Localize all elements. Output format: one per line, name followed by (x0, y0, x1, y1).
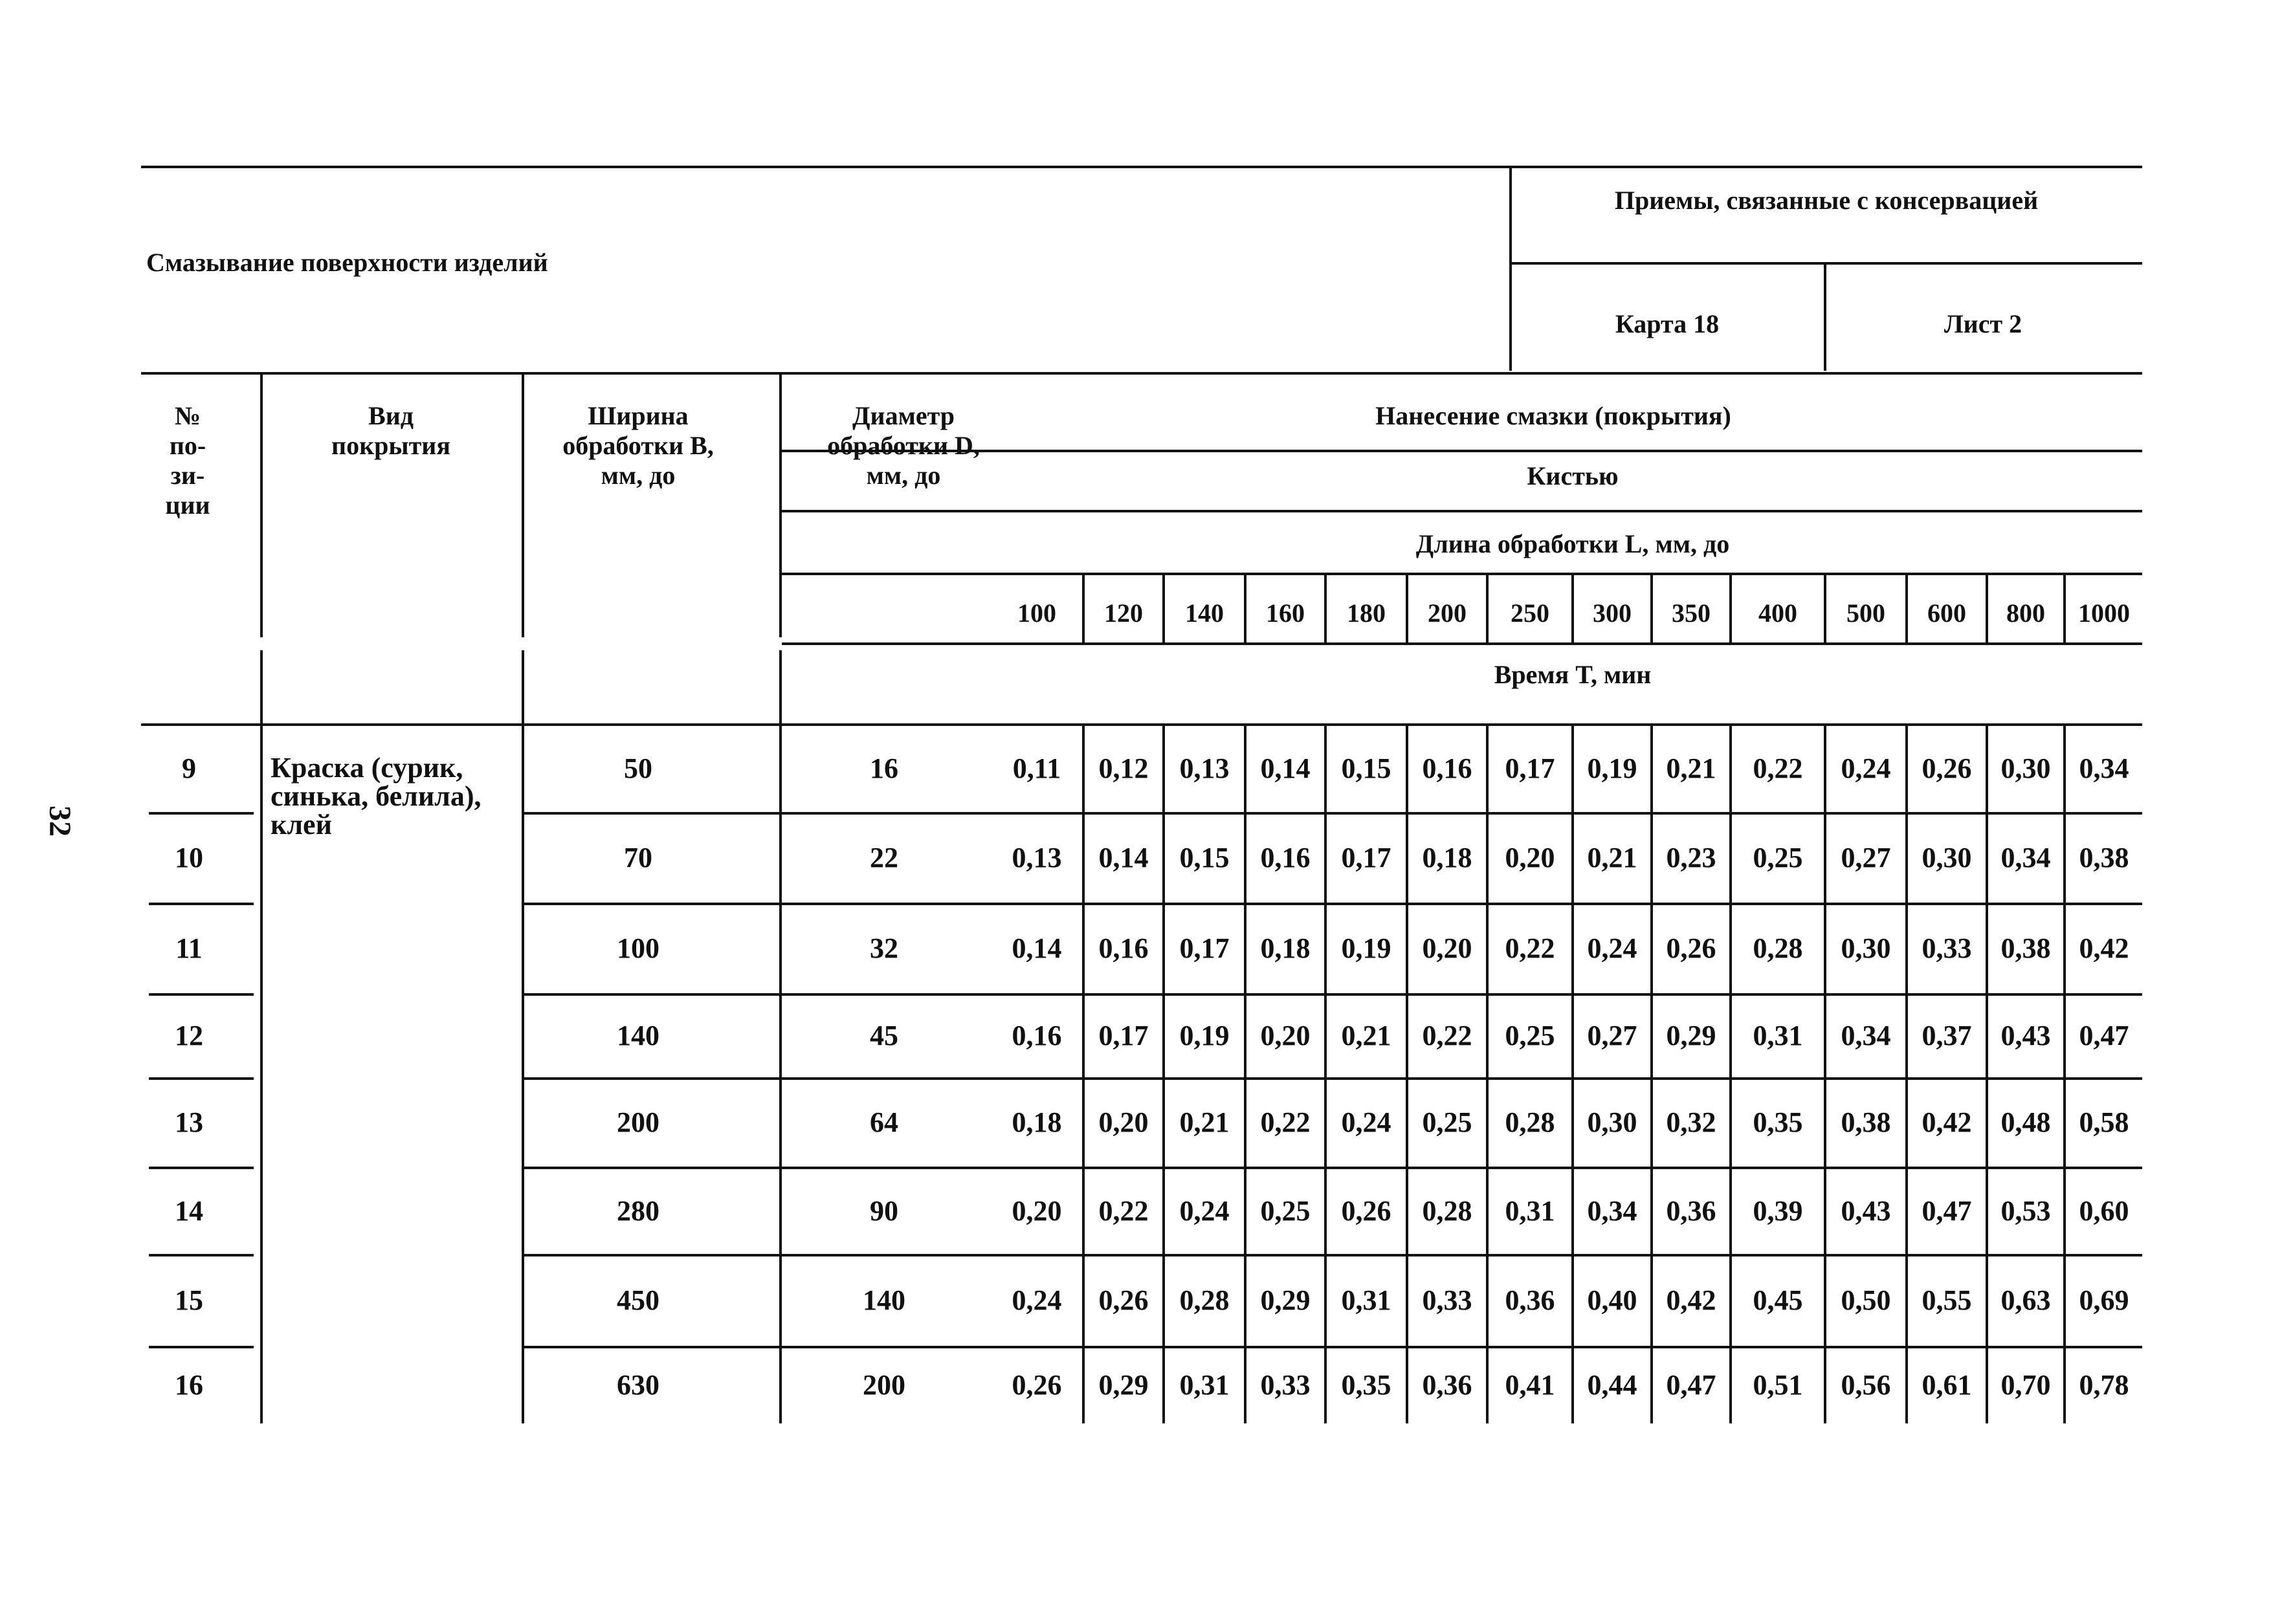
time-value: 0,17 (1505, 752, 1555, 784)
length-col-rule (1244, 723, 1246, 1423)
coating-type: Краска (сурик, (271, 752, 463, 784)
time-value: 0,35 (1753, 1106, 1803, 1138)
time-value: 0,23 (1666, 842, 1716, 873)
row-rule (149, 1254, 254, 1256)
time-value: 0,43 (1841, 1195, 1891, 1227)
time-value: 0,24 (1841, 752, 1891, 784)
length-col-rule (1905, 573, 1908, 644)
time-value: 0,33 (1422, 1284, 1472, 1316)
length-col-rule (1244, 573, 1246, 644)
time-value: 0,18 (1260, 932, 1311, 964)
time-value: 0,17 (1179, 932, 1230, 964)
diameter-header: Диаметр (852, 401, 955, 430)
length-value: 250 (1511, 598, 1549, 628)
length-values-rule (782, 642, 2142, 645)
time-value: 0,38 (1841, 1106, 1891, 1138)
time-value: 0,42 (1922, 1106, 1972, 1138)
diameter-header: обработки D, (827, 431, 980, 460)
time-value: 0,28 (1422, 1195, 1472, 1227)
time-value: 0,78 (2079, 1369, 2129, 1401)
length-col-rule (1486, 723, 1489, 1423)
length-header: Длина обработки L, мм, до (1415, 529, 1730, 558)
length-col-rule (2063, 723, 2066, 1423)
time-value: 0,25 (1260, 1195, 1311, 1227)
width-value: 630 (617, 1369, 659, 1401)
time-value: 0,29 (1260, 1284, 1311, 1316)
position-header: ции (165, 490, 210, 520)
time-value: 0,34 (1587, 1195, 1637, 1227)
time-value: 0,22 (1505, 932, 1555, 964)
time-value: 0,16 (1422, 752, 1472, 784)
time-value: 0,26 (1666, 932, 1716, 964)
application-header: Нанесение смазки (покрытия) (1375, 401, 1731, 430)
time-value: 0,15 (1179, 842, 1230, 873)
length-col-rule (1486, 573, 1489, 644)
time-value: 0,15 (1341, 752, 1391, 784)
length-col-rule (1650, 723, 1653, 1423)
time-value: 0,22 (1098, 1195, 1149, 1227)
position-number: 16 (175, 1369, 203, 1401)
length-col-rule (1729, 573, 1732, 644)
row-rule (522, 993, 2142, 996)
time-value: 0,25 (1753, 842, 1803, 873)
width-header: мм, до (601, 461, 676, 490)
length-value: 200 (1428, 598, 1467, 628)
row-rule (522, 1254, 2142, 1256)
length-col-rule (1406, 723, 1408, 1423)
time-value: 0,25 (1422, 1106, 1472, 1138)
time-value: 0,22 (1422, 1020, 1472, 1051)
diameter-value: 200 (863, 1369, 905, 1401)
time-value: 0,32 (1666, 1106, 1716, 1138)
time-value: 0,42 (2079, 932, 2129, 964)
col-rule (522, 372, 524, 637)
length-col-rule (1406, 573, 1408, 644)
length-col-rule (1082, 573, 1085, 644)
time-value: 0,12 (1098, 752, 1149, 784)
card-number: Карта 18 (1615, 309, 1720, 338)
time-value: 0,36 (1505, 1284, 1555, 1316)
time-value: 0,22 (1260, 1106, 1311, 1138)
coating-type-header: Вид (368, 401, 414, 430)
time-value: 0,34 (1841, 1020, 1891, 1051)
diameter-value: 45 (870, 1020, 898, 1051)
time-value: 0,38 (2079, 842, 2129, 873)
width-value: 50 (624, 752, 652, 784)
card-rule (1512, 262, 2142, 265)
length-value: 120 (1104, 598, 1143, 628)
row-rule (522, 1346, 2142, 1348)
time-value: 0,20 (1012, 1195, 1062, 1227)
time-value: 0,20 (1422, 932, 1472, 964)
length-col-rule (1162, 573, 1165, 644)
time-value: 0,63 (2000, 1284, 2051, 1316)
time-value: 0,60 (2079, 1195, 2129, 1227)
time-value: 0,26 (1922, 752, 1972, 784)
time-value: 0,48 (2000, 1106, 2051, 1138)
time-value: 0,34 (2000, 842, 2051, 873)
length-col-rule (1905, 723, 1908, 1423)
method-rule (782, 510, 2142, 512)
diameter-value: 64 (870, 1106, 898, 1138)
length-col-rule (1986, 723, 1988, 1423)
time-value: 0,24 (1587, 932, 1637, 964)
col-rule (779, 650, 782, 1423)
col-rule (260, 650, 263, 1423)
time-value: 0,70 (2000, 1369, 2051, 1401)
length-value: 600 (1927, 598, 1966, 628)
time-value: 0,30 (1922, 842, 1972, 873)
length-value: 160 (1266, 598, 1305, 628)
time-value: 0,37 (1922, 1020, 1972, 1051)
operation-title: Смазывание поверхности изделий (146, 248, 548, 277)
row-rule (522, 1077, 2142, 1080)
length-col-rule (1824, 723, 1826, 1423)
time-value: 0,56 (1841, 1369, 1891, 1401)
time-value: 0,21 (1341, 1020, 1391, 1051)
time-value: 0,24 (1179, 1195, 1230, 1227)
time-value: 0,31 (1179, 1369, 1230, 1401)
length-value: 350 (1672, 598, 1711, 628)
length-col-rule (1324, 573, 1327, 644)
length-col-rule (1082, 723, 1085, 1423)
time-value: 0,26 (1098, 1284, 1149, 1316)
length-value: 800 (2006, 598, 2045, 628)
time-value: 0,33 (1922, 932, 1972, 964)
time-value: 0,47 (1922, 1195, 1972, 1227)
time-value: 0,19 (1587, 752, 1637, 784)
time-value: 0,51 (1753, 1369, 1803, 1401)
time-value: 0,19 (1341, 932, 1391, 964)
time-value: 0,17 (1098, 1020, 1149, 1051)
time-value: 0,20 (1505, 842, 1555, 873)
row-rule (149, 903, 254, 905)
time-value: 0,35 (1341, 1369, 1391, 1401)
time-value: 0,47 (2079, 1020, 2129, 1051)
diameter-value: 22 (870, 842, 898, 873)
time-value: 0,14 (1012, 932, 1062, 964)
time-value: 0,55 (1922, 1284, 1972, 1316)
position-number: 10 (175, 842, 203, 873)
time-value: 0,36 (1666, 1195, 1716, 1227)
time-value: 0,18 (1012, 1106, 1062, 1138)
row-rule (149, 1167, 254, 1169)
time-value: 0,21 (1587, 842, 1637, 873)
time-value: 0,27 (1587, 1020, 1637, 1051)
time-value: 0,28 (1179, 1284, 1230, 1316)
time-value: 0,20 (1260, 1020, 1311, 1051)
time-value: 0,18 (1422, 842, 1472, 873)
section-title: Приемы, связанные с консервацией (1614, 186, 2039, 215)
length-value: 300 (1593, 598, 1632, 628)
time-value: 0,43 (2000, 1020, 2051, 1051)
position-number: 12 (175, 1020, 203, 1051)
coating-type: синька, белила), (271, 780, 482, 812)
time-value: 0,24 (1012, 1284, 1062, 1316)
width-value: 280 (617, 1195, 659, 1227)
time-value: 0,30 (1841, 932, 1891, 964)
time-value: 0,28 (1753, 932, 1803, 964)
time-value: 0,30 (1587, 1106, 1637, 1138)
col-rule (779, 372, 782, 637)
time-value: 0,33 (1260, 1369, 1311, 1401)
length-col-rule (1824, 573, 1826, 644)
time-value: 0,19 (1179, 1020, 1230, 1051)
diameter-value: 16 (870, 752, 898, 784)
time-value: 0,25 (1505, 1020, 1555, 1051)
length-col-rule (1162, 723, 1165, 1423)
time-value: 0,38 (2000, 932, 2051, 964)
row-rule (522, 903, 2142, 905)
time-value: 0,31 (1505, 1195, 1555, 1227)
length-col-rule (1571, 573, 1574, 644)
length-value: 1000 (2078, 598, 2130, 628)
time-value: 0,29 (1098, 1369, 1149, 1401)
time-header: Время T, мин (1494, 660, 1652, 689)
time-value: 0,40 (1587, 1284, 1637, 1316)
length-value: 400 (1758, 598, 1797, 628)
time-value: 0,42 (1666, 1284, 1716, 1316)
coating-type-header: покрытия (331, 431, 450, 460)
diameter-header: мм, до (866, 461, 941, 490)
page-number: 32 (43, 806, 77, 837)
length-value: 180 (1347, 598, 1386, 628)
diameter-value: 140 (863, 1284, 905, 1316)
width-header: Ширина (588, 401, 689, 430)
row-rule (149, 1077, 254, 1080)
diameter-value: 90 (870, 1195, 898, 1227)
time-value: 0,26 (1341, 1195, 1391, 1227)
time-value: 0,39 (1753, 1195, 1803, 1227)
time-value: 0,61 (1922, 1369, 1972, 1401)
time-value: 0,16 (1260, 842, 1311, 873)
position-number: 14 (175, 1195, 203, 1227)
position-number: 15 (175, 1284, 203, 1316)
length-col-rule (1729, 723, 1732, 1423)
time-value: 0,69 (2079, 1284, 2129, 1316)
time-value: 0,45 (1753, 1284, 1803, 1316)
time-value: 0,34 (2079, 752, 2129, 784)
row-rule (149, 1346, 254, 1348)
row-rule (522, 812, 2142, 815)
time-value: 0,29 (1666, 1020, 1716, 1051)
time-value: 0,41 (1505, 1369, 1555, 1401)
table-top-rule (141, 372, 2142, 375)
time-value: 0,21 (1179, 1106, 1230, 1138)
coating-type: клей (271, 809, 332, 840)
row-rule (149, 993, 254, 996)
row-rule (522, 1167, 2142, 1169)
col-rule (260, 372, 263, 637)
length-col-rule (1650, 573, 1653, 644)
length-value: 500 (1846, 598, 1885, 628)
length-col-rule (2063, 573, 2066, 644)
width-value: 200 (617, 1106, 659, 1138)
length-col-rule (1986, 573, 1988, 644)
sheet-number: Лист 2 (1944, 309, 2022, 338)
time-value: 0,14 (1260, 752, 1311, 784)
header-bottom-rule (141, 723, 2142, 726)
time-value: 0,24 (1341, 1106, 1391, 1138)
width-value: 100 (617, 932, 659, 964)
time-value: 0,16 (1012, 1020, 1062, 1051)
time-value: 0,31 (1341, 1284, 1391, 1316)
diameter-value: 32 (870, 932, 898, 964)
time-value: 0,53 (2000, 1195, 2051, 1227)
length-col-rule (1324, 723, 1327, 1423)
time-value: 0,58 (2079, 1106, 2129, 1138)
width-value: 140 (617, 1020, 659, 1051)
time-value: 0,13 (1179, 752, 1230, 784)
card-sheet-divider (1824, 262, 1826, 371)
time-value: 0,17 (1341, 842, 1391, 873)
application-rule (782, 450, 2142, 452)
col-rule (522, 650, 524, 1423)
method-header: Кистью (1527, 461, 1619, 490)
length-value: 140 (1185, 598, 1224, 628)
length-col-rule (1571, 723, 1574, 1423)
position-number: 9 (182, 752, 196, 784)
position-header: № (174, 401, 201, 430)
time-value: 0,13 (1012, 842, 1062, 873)
time-value: 0,22 (1753, 752, 1803, 784)
position-header: по- (169, 431, 206, 460)
top-rule (141, 166, 2142, 168)
position-header: зи- (170, 461, 205, 490)
time-value: 0,31 (1753, 1020, 1803, 1051)
time-value: 0,21 (1666, 752, 1716, 784)
time-value: 0,44 (1587, 1369, 1637, 1401)
time-value: 0,36 (1422, 1369, 1472, 1401)
position-number: 11 (175, 932, 203, 964)
width-value: 450 (617, 1284, 659, 1316)
width-value: 70 (624, 842, 652, 873)
time-value: 0,47 (1666, 1369, 1716, 1401)
position-number: 13 (175, 1106, 203, 1138)
header-divider (1509, 168, 1512, 371)
time-value: 0,28 (1505, 1106, 1555, 1138)
time-value: 0,20 (1098, 1106, 1149, 1138)
row-rule (149, 812, 254, 815)
time-value: 0,26 (1012, 1369, 1062, 1401)
time-value: 0,14 (1098, 842, 1149, 873)
time-value: 0,11 (1012, 752, 1061, 784)
time-value: 0,50 (1841, 1284, 1891, 1316)
time-value: 0,27 (1841, 842, 1891, 873)
time-value: 0,30 (2000, 752, 2051, 784)
width-header: обработки B, (562, 431, 714, 460)
length-rule (782, 573, 2142, 575)
time-value: 0,16 (1098, 932, 1149, 964)
length-value: 100 (1017, 598, 1056, 628)
